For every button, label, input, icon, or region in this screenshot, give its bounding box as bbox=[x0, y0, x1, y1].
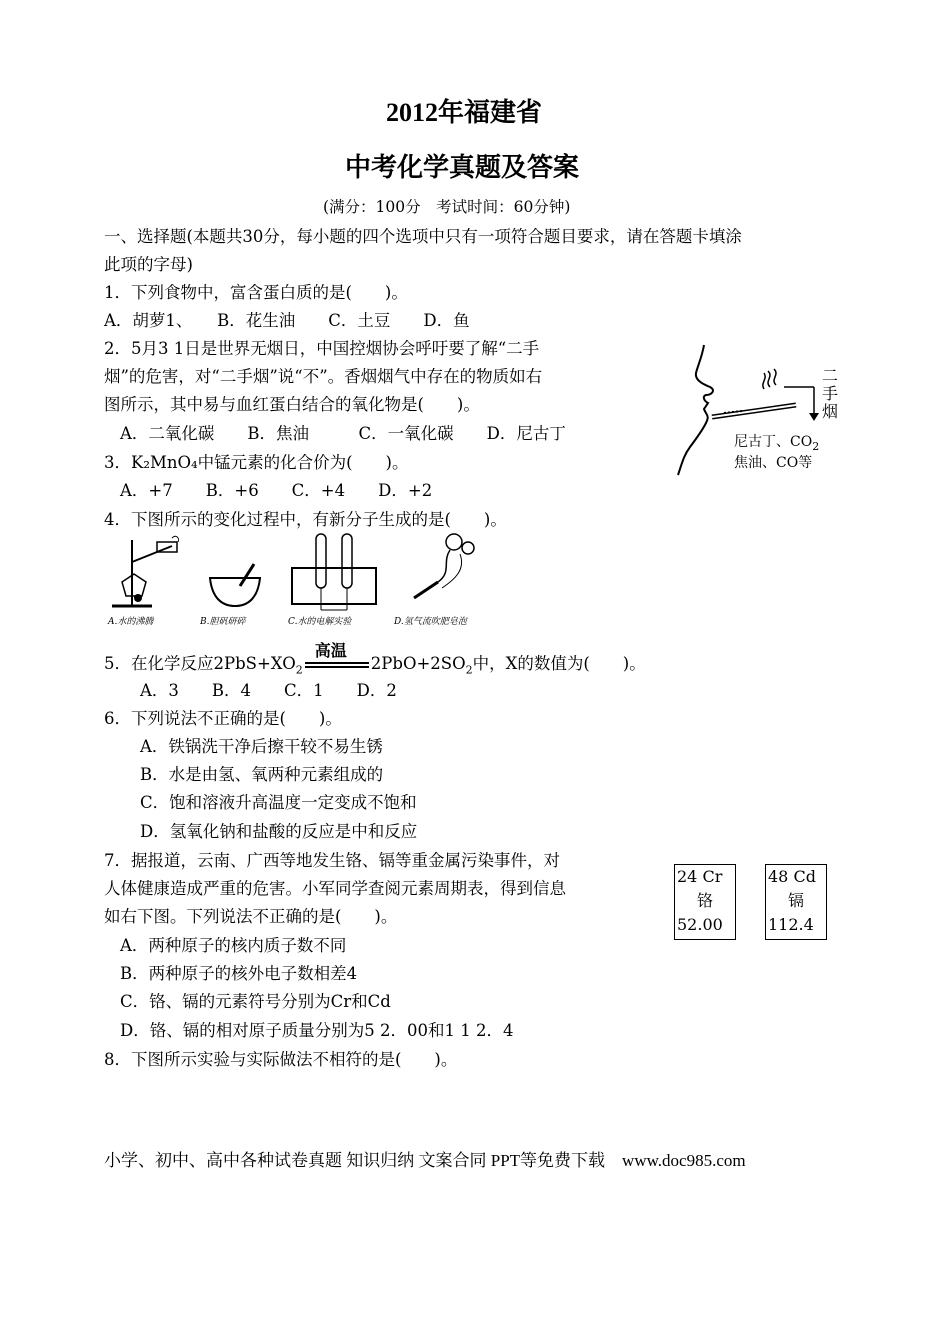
q7-stem-2: 人体健康造成严重的危害。小军同学查阅元素周期表，得到信息 bbox=[104, 879, 566, 898]
subtitle: (满分：100分 考试时间：60分钟) bbox=[323, 198, 571, 216]
q6-stem: 6．下列说法不正确的是( )。 bbox=[104, 709, 342, 728]
footer: 小学、初中、高中各种试卷真题 知识归纳 文案合同 PPT等免费下载 www.doc985.com bbox=[104, 1151, 746, 1170]
q4-stem: 4．下图所示的变化过程中，有新分子生成的是( )。 bbox=[104, 510, 507, 529]
q4-caption-c: C.水的电解实验 bbox=[288, 617, 352, 627]
q2-stem-1: 2．5月3 1日是世界无烟日，中国控烟协会呼吁要了解“二手 bbox=[104, 339, 540, 358]
q6-option-a: A．铁锅洗干净后擦干较不易生锈 bbox=[140, 737, 383, 756]
cr-mass: 52.00 bbox=[677, 915, 723, 934]
q4-caption-a: A.水的沸腾 bbox=[108, 617, 154, 627]
q3-stem: 3．K₂MnO₄中锰元素的化合价为( )。 bbox=[104, 453, 409, 472]
q6-option-b: B．水是由氢、氧两种元素组成的 bbox=[140, 765, 384, 784]
q7-option-c: C．铬、镉的元素符号分别为Cr和Cd bbox=[120, 992, 391, 1011]
q5-right: 2PbO+2SO bbox=[370, 654, 466, 673]
smoke-substances-2: 焦油、CO等 bbox=[734, 455, 813, 471]
cd-number-symbol: 48 Cd bbox=[768, 867, 816, 886]
q7-option-a: A．两种原子的核内质子数不同 bbox=[120, 936, 347, 955]
q2-options: A．二氧化碳 B．焦油 C．一氧化碳 D．尼古丁 bbox=[120, 424, 566, 443]
q5-arrow bbox=[303, 640, 371, 672]
cr-number-symbol: 24 Cr bbox=[677, 867, 723, 886]
secondhand-smoke-label: 二手烟 bbox=[822, 366, 839, 421]
q6-option-c: C．饱和溶液升高温度一定变成不饱和 bbox=[140, 793, 417, 812]
q4-caption-d: D.氢气流吹肥皂泡 bbox=[394, 617, 467, 627]
q5-condition: 高温 bbox=[314, 640, 347, 660]
q5-options: A．3 B．4 C．1 D．2 bbox=[140, 681, 397, 700]
q7-stem-3: 如右下图。下列说法不正确的是( )。 bbox=[104, 907, 398, 926]
title-line1: 2012年福建省 bbox=[386, 98, 543, 127]
cd-name: 镉 bbox=[787, 891, 804, 910]
q7-stem-1: 7．据报道，云南、广西等地发生铬、镉等重金属污染事件，对 bbox=[104, 851, 560, 870]
title-line2: 中考化学真题及答案 bbox=[345, 153, 580, 183]
section1-line1: 一、选择题(本题共30分，每小题的四个选项中只有一项符合题目要求，请在答题卡填涂 bbox=[104, 227, 742, 246]
experiment-apparatus-icon bbox=[102, 532, 502, 612]
cd-mass: 112.4 bbox=[768, 915, 814, 934]
q5-left: 5．在化学反应2PbS+XO bbox=[104, 654, 296, 673]
section1-line2: 此项的字母) bbox=[104, 255, 193, 274]
q8-stem: 8．下图所示实验与实际做法不相符的是( )。 bbox=[104, 1050, 458, 1069]
q4-figures bbox=[102, 532, 502, 626]
cr-name: 铬 bbox=[696, 891, 713, 910]
q1-options: A．胡萝1、 B．花生油 C．土豆 D．鱼 bbox=[104, 311, 470, 330]
q1-stem: 1．下列食物中，富含蛋白质的是( )。 bbox=[104, 283, 408, 302]
label1-text: 尼古丁、CO bbox=[734, 434, 813, 450]
q5-sub-2a: 2 bbox=[295, 663, 303, 677]
q5-sub-2b: 2 bbox=[465, 663, 473, 677]
q6-option-d: D．氢氧化钠和盐酸的反应是中和反应 bbox=[140, 822, 418, 841]
q7-option-b: B．两种原子的核外电子数相差4 bbox=[120, 964, 358, 983]
q5-stem bbox=[104, 640, 646, 681]
q5-question: 中，X的数值为( )。 bbox=[472, 654, 646, 673]
label1-sub: 2 bbox=[812, 439, 820, 453]
chromium-element-card bbox=[674, 864, 736, 940]
q2-stem-3: 图所示，其中易与血红蛋白结合的氧化物是( )。 bbox=[104, 395, 480, 414]
smoking-figure bbox=[676, 343, 842, 479]
smoke-substances-1 bbox=[734, 431, 819, 453]
q4-caption-b: B.胆矾研碎 bbox=[200, 617, 246, 627]
cadmium-element-card bbox=[765, 864, 827, 940]
q7-option-d: D．铬、镉的相对原子质量分别为5 2．00和1 1 2．4 bbox=[120, 1021, 514, 1040]
q3-options: A．+7 B．+6 C．+4 D．+2 bbox=[120, 481, 433, 500]
q2-stem-2: 烟”的危害，对“二手烟”说“不”。香烟烟气中存在的物质如右 bbox=[104, 367, 543, 386]
